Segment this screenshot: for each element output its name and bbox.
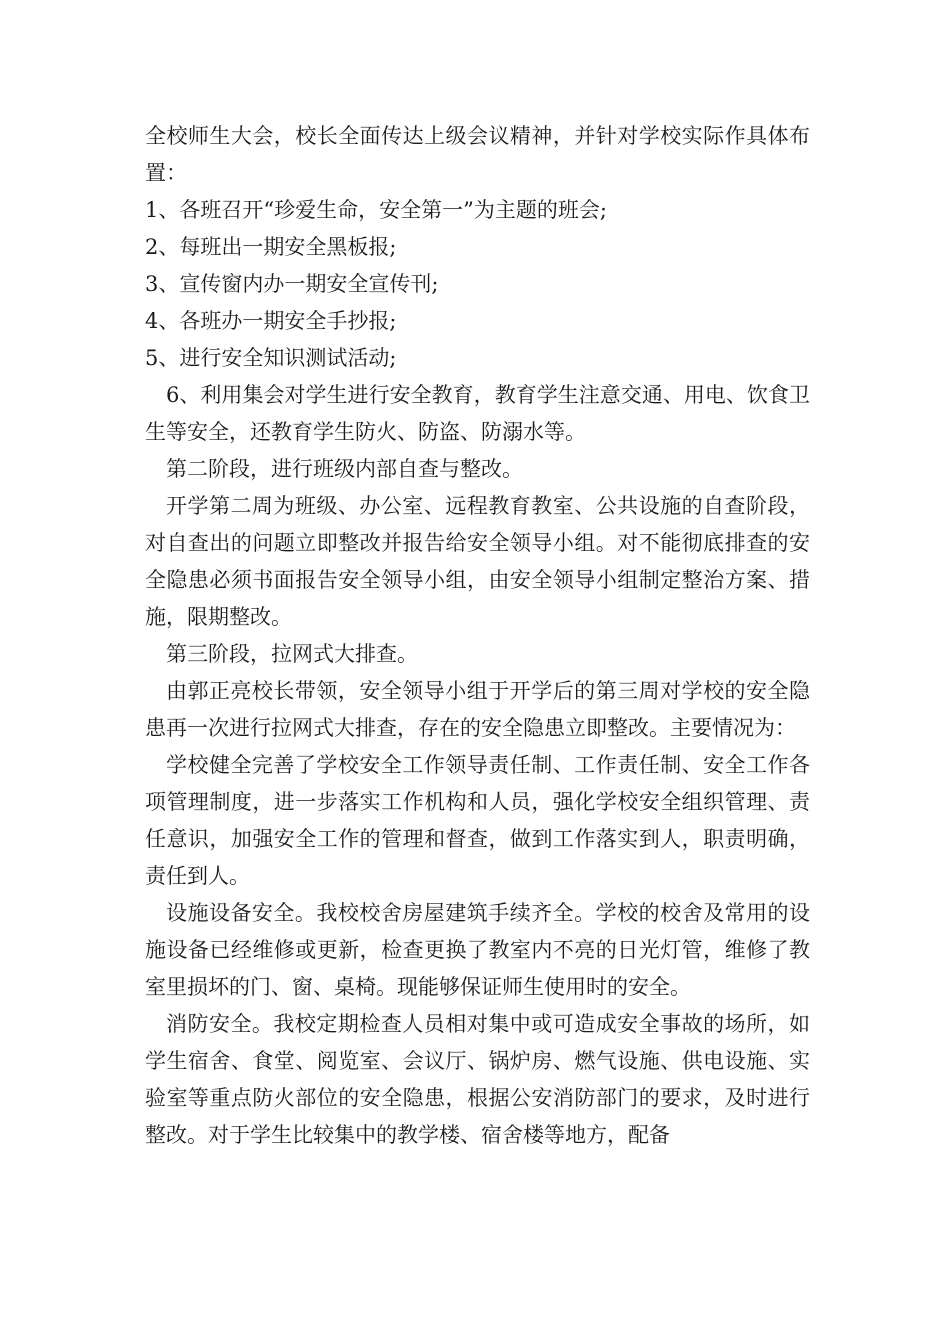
list-item: 5、进行安全知识测试活动; [145,346,397,370]
paragraph: 全校师生大会，校长全面传达上级会议精神，并针对学校实际作具体布置： [145,124,810,185]
list-item: 4、各班办一期安全手抄报; [145,309,397,333]
paragraph: 设施设备安全。我校校舍房屋建筑手续齐全。学校的校舍及常用的设施设备已经维修或更新，检查更换了教室内不亮的日光灯管，维修了教室里损坏的门、窗、桌椅。现能够保证师生使用时的安全。 [145,901,810,999]
paragraph: 学校健全完善了学校安全工作领导责任制、工作责任制、安全工作各项管理制度，进一步落实工作机构和人员，强化学校安全组织管理、责任意识，加强安全工作的管理和督查，做到工作落实到人，职责明确，责任到人。 [145,753,810,888]
list-item: 3、宣传窗内办一期安全宣传刊; [145,272,439,296]
paragraph: 由郭正亮校长带领，安全领导小组于开学后的第三周对学校的安全隐患再一次进行拉网式大排查，存在的安全隐患立即整改。主要情况为： [145,679,810,740]
paragraph: 消防安全。我校定期检查人员相对集中或可造成安全事故的场所，如学生宿舍、食堂、阅览室、会议厅、锅炉房、燃气设施、供电设施、实验室等重点防火部位的安全隐患，根据公安消防部门的要求，及时进行整改。对于学生比较集中的教学楼、宿舍楼等地方，配备 [145,1012,810,1147]
list-item: 2、每班出一期安全黑板报; [145,235,397,259]
document-body [145,118,810,1154]
section-heading: 第二阶段，进行班级内部自查与整改。 [166,457,523,481]
list-item: 6、利用集会对学生进行安全教育，教育学生注意交通、用电、饮食卫生等安全，还教育学生防火、防盗、防溺水等。 [145,383,810,444]
paragraph: 开学第二周为班级、办公室、远程教育教室、公共设施的自查阶段，对自查出的问题立即整改并报告给安全领导小组。对不能彻底排查的安全隐患必须书面报告安全领导小组，由安全领导小组制定整治方案、措施，限期整改。 [145,494,810,629]
section-heading: 第三阶段，拉网式大排查。 [166,642,418,666]
list-item: 1、各班召开“珍爱生命，安全第一”为主题的班会; [145,198,607,222]
